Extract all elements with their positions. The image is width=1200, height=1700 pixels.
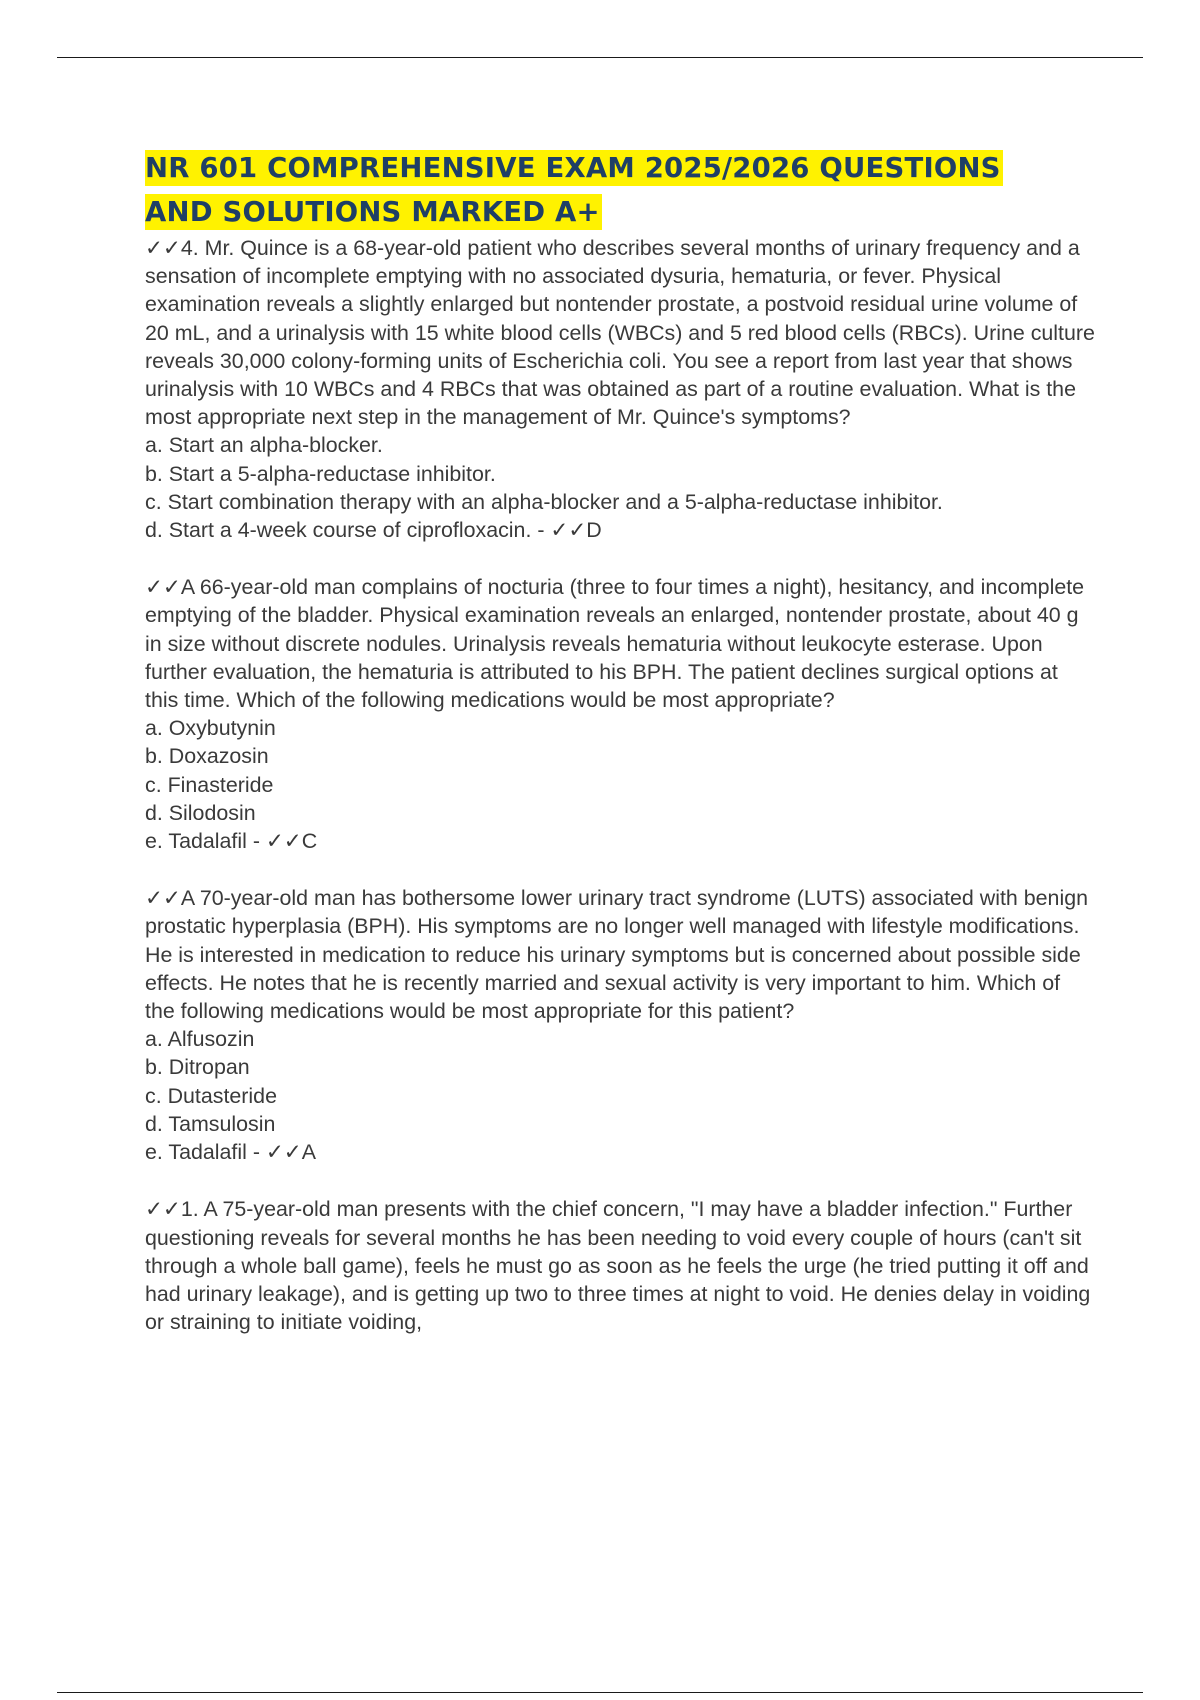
answer-option: d. Tamsulosin xyxy=(145,1111,276,1136)
answer-option: b. Ditropan xyxy=(145,1055,250,1080)
question-stem: ✓✓1. A 75-year-old man presents with the chief concern, "I may have a bladder infection." Further questioning reveals for several months he has been needing to void every couple of hours (can't sit through a whole ball game), feels he must go as soon as he feels the urge (he tried putting it off and had urinary leakage), and is getting up two to three times at night to void. He denies delay in voiding or straining to initiate voiding, xyxy=(145,1197,1091,1335)
question-block xyxy=(145,234,1095,544)
question-stem: ✓✓4. Mr. Quince is a 68-year-old patient who describes several months of urinary frequency and a sensation of incomplete emptying with no associated dysuria, hematuria, or fever. Physical examination reveals a slightly enlarged but nontender prostate, a postvoid residual urine volume of 20 mL, and a urinalysis with 15 white blood cells (WBCs) and 5 red blood cells (RBCs). Urine culture reveals 30,000 colony-forming units of Escherichia coli. You see a report from last year that shows urinalysis with 10 WBCs and 4 RBCs that was obtained as part of a routine evaluation. What is the most appropriate next step in the management of Mr. Quince's symptoms? xyxy=(145,236,1095,430)
title-line-2: AND SOLUTIONS MARKED A+ xyxy=(145,196,600,228)
answer-option: c. Start combination therapy with an alpha-blocker and a 5-alpha-reductase inhibitor. xyxy=(145,489,943,514)
answer-option: e. Tadalafil - ✓✓C xyxy=(145,829,318,854)
question-stem: ✓✓A 70-year-old man has bothersome lower urinary tract syndrome (LUTS) associated with benign prostatic hyperplasia (BPH). His symptoms are no longer well managed with lifestyle modifications. He is interested in medication to reduce his urinary symptoms but is concerned about possible side effects. He notes that he is recently married and sexual activity is very important to him. Which of the following medications would be most appropriate for this patient? xyxy=(145,886,1088,1024)
title-line-1: NR 601 COMPREHENSIVE EXAM 2025/2026 QUESTIONS xyxy=(145,152,1001,184)
answer-option: b. Start a 5-alpha-reductase inhibitor. xyxy=(145,461,496,486)
answer-option: b. Doxazosin xyxy=(145,744,269,769)
question-block xyxy=(145,573,1095,855)
header-rule xyxy=(57,57,1143,58)
document-title xyxy=(145,146,1095,234)
answer-option: d. Start a 4-week course of ciprofloxacin. - ✓✓D xyxy=(145,518,602,543)
answer-option: a. Alfusozin xyxy=(145,1027,255,1052)
question-stem: ✓✓A 66-year-old man complains of nocturia (three to four times a night), hesitancy, and incomplete emptying of the bladder. Physical examination reveals an enlarged, nontender prostate, about 40 g in size without discrete nodules. Urinalysis reveals hematuria without leukocyte esterase. Upon further evaluation, the hematuria is attributed to his BPH. The patient declines surgical options at this time. Which of the following medications would be most appropriate? xyxy=(145,575,1085,713)
question-block xyxy=(145,884,1095,1166)
answer-option: a. Oxybutynin xyxy=(145,716,276,741)
document-body xyxy=(145,146,1095,1336)
answer-option: e. Tadalafil - ✓✓A xyxy=(145,1140,316,1165)
footer-rule xyxy=(57,1692,1143,1693)
answer-option: c. Dutasteride xyxy=(145,1083,277,1108)
answer-option: c. Finasteride xyxy=(145,772,274,797)
answer-option: a. Start an alpha-blocker. xyxy=(145,433,383,458)
answer-option: d. Silodosin xyxy=(145,800,256,825)
question-block xyxy=(145,1195,1095,1336)
